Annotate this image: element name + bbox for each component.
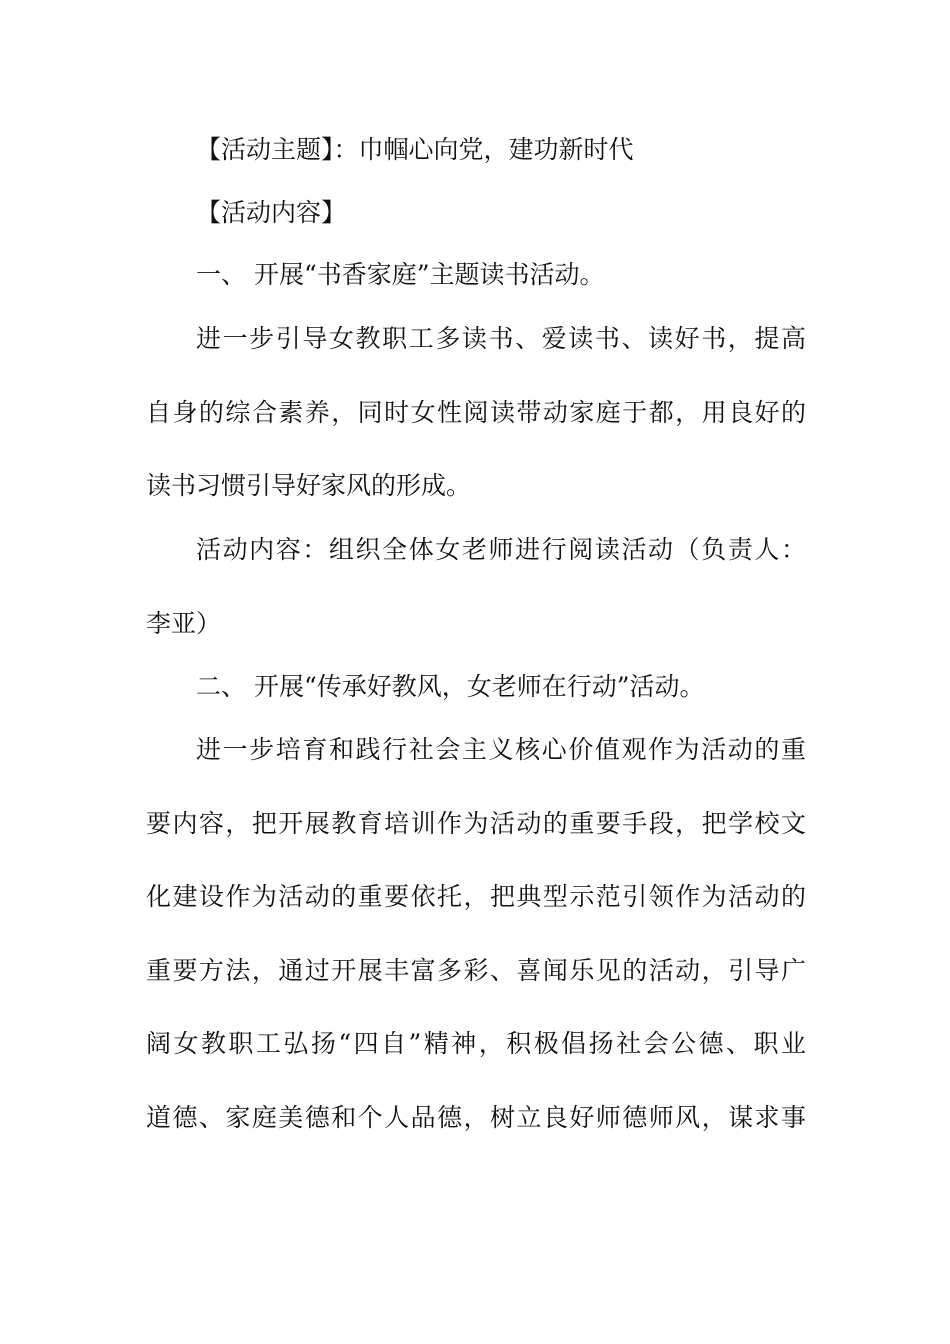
section2-paragraph-line: 进一步培育和践行社会主义核心价值观作为活动的重	[196, 735, 806, 764]
section1-activity-line: 活动内容：组织全体女老师进行阅读活动（负责人：	[196, 535, 806, 564]
content-heading: 【活动内容】	[196, 198, 347, 227]
section2-heading: 二、 开展“传承好教风，女老师在行动”活动。	[196, 672, 705, 701]
section1-paragraph-line: 读书习惯引导好家风的形成。	[146, 471, 472, 500]
section1-activity-line: 李亚）	[146, 609, 222, 638]
section2-paragraph-line: 阔女教职工弘扬“四自”精神，积极倡扬社会公德、职业	[146, 1029, 806, 1058]
theme-line: 【活动主题】：巾帼心向党，建功新时代	[196, 135, 634, 164]
section1-paragraph-line: 进一步引导女教职工多读书、爱读书、读好书，提高	[196, 324, 806, 353]
section2-paragraph-line: 道德、家庭美德和个人品德，树立良好师德师风，谋求事	[146, 1103, 806, 1132]
section1-paragraph-line: 自身的综合素养，同时女性阅读带动家庭于都，用良好的	[146, 398, 806, 427]
section2-paragraph-line: 要内容，把开展教育培训作为活动的重要手段，把学校文	[146, 809, 806, 838]
section1-heading: 一、 开展“书香家庭”主题读书活动。	[196, 260, 605, 289]
section2-paragraph-line: 化建设作为活动的重要依托，把典型示范引领作为活动的	[146, 882, 806, 911]
section2-paragraph-line: 重要方法，通过开展丰富多彩、喜闻乐见的活动，引导广	[146, 956, 806, 985]
